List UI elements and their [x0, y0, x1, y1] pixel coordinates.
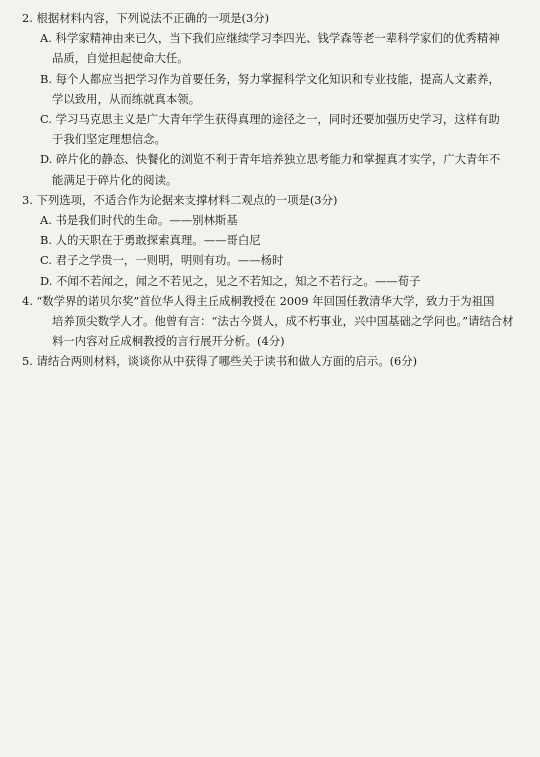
- question-2-option-d: D. 碎片化的静态、快餐化的浏览不利于青年培养独立思考能力和掌握真才实学，广大青年不: [40, 152, 501, 167]
- question-2-stem: 2. 根据材料内容，下列说法不正确的一项是(3分): [22, 11, 270, 25]
- question-3-stem: 3. 下列选项，不适合作为论据来支撑材料二观点的一项是(3分): [22, 192, 338, 207]
- question-3-option-c: C. 君子之学贵一，一则明，明则有功。——杨时: [40, 253, 284, 268]
- question-5-stem: 5. 请结合两则材料，谈谈你从中获得了哪些关于读书和做人方面的启示。(6分): [22, 354, 418, 369]
- question-4-line-3: 料一内容对丘成桐教授的言行展开分析。(4分): [52, 334, 285, 349]
- question-4-line-1: 4. “数学界的诺贝尔奖”首位华人得主丘成桐教授在 2009 年回国任教清华大学，致力于为祖国: [22, 293, 495, 308]
- question-4-line-2: 培养顶尖数学人才。他曾有言：“法古今贤人，成不朽事业，兴中国基础之学问也。”请结合材: [52, 314, 514, 329]
- question-2-option-d-cont: 能满足于碎片化的阅读。: [52, 172, 178, 187]
- question-2-option-c: C. 学习马克思主义是广大青年学生获得真理的途径之一，同时还要加强历史学习，这样有助: [40, 112, 500, 127]
- question-3-option-b: B. 人的天职在于勇敢探索真理。——哥白尼: [40, 233, 261, 248]
- question-2-option-b-cont: 学以致用，从而练就真本领。: [52, 91, 201, 106]
- question-2-option-b: B. 每个人都应当把学习作为首要任务，努力掌握科学文化知识和专业技能，提高人文素养，: [40, 71, 500, 86]
- question-3-option-a: A. 书是我们时代的生命。——别林斯基: [40, 213, 238, 228]
- question-3-option-d: D. 不闻不若闻之，闻之不若见之，见之不若知之，知之不若行之。——荀子: [40, 273, 421, 288]
- question-2-option-a: A. 科学家精神由来已久，当下我们应继续学习李四光、钱学森等老一辈科学家们的优秀精神: [40, 31, 500, 46]
- question-2-option-a-cont: 品质，自觉担起使命大任。: [52, 51, 189, 66]
- question-2-option-c-cont: 于我们坚定理想信念。: [52, 132, 166, 147]
